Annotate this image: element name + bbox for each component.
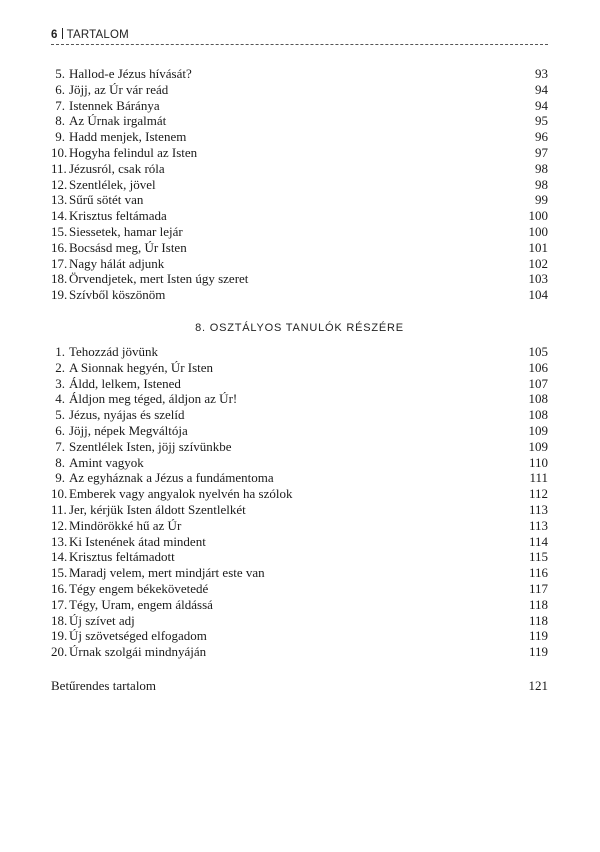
entry-title: Maradj velem, mert mindjárt este van bbox=[69, 565, 265, 581]
entry-number: 16. bbox=[51, 239, 68, 255]
entry-title: Szentlélek, jövel bbox=[69, 176, 156, 192]
toc-entry[interactable] bbox=[51, 518, 548, 534]
entry-page: 119 bbox=[528, 628, 548, 644]
entry-number: 2. bbox=[55, 359, 65, 375]
entry-number: 5. bbox=[55, 407, 65, 423]
entry-page: 101 bbox=[528, 239, 548, 255]
entry-page: 118 bbox=[528, 596, 548, 612]
entry-page: 113 bbox=[528, 517, 548, 533]
entry-number: 19. bbox=[51, 287, 68, 303]
toc-entry[interactable] bbox=[51, 423, 548, 439]
entry-title: Nagy hálát adjunk bbox=[69, 255, 165, 271]
entry-title: Sűrű sötét van bbox=[69, 192, 144, 208]
entry-number: 10. bbox=[51, 144, 68, 160]
entry-number: 17. bbox=[51, 255, 68, 271]
entry-page: 93 bbox=[535, 66, 548, 81]
entry-title: Tégy, Uram, engem áldássá bbox=[69, 596, 213, 612]
toc-entry[interactable] bbox=[51, 208, 548, 224]
toc-entry[interactable] bbox=[51, 486, 548, 502]
entry-title: Betűrendes tartalom bbox=[51, 678, 157, 693]
entry-number: 7. bbox=[55, 438, 65, 454]
entry-page: 110 bbox=[528, 454, 548, 470]
entry-page: 121 bbox=[528, 678, 548, 693]
entry-title: Krisztus feltámadott bbox=[69, 549, 175, 565]
toc-entry[interactable] bbox=[51, 360, 548, 376]
entry-page: 119 bbox=[528, 644, 548, 660]
entry-number: 1. bbox=[55, 344, 65, 359]
entry-page: 114 bbox=[528, 533, 548, 549]
toc-entry[interactable] bbox=[51, 177, 548, 193]
entry-title: Krisztus feltámada bbox=[69, 208, 167, 224]
entry-number: 8. bbox=[55, 113, 65, 129]
toc-list-1 bbox=[51, 66, 548, 303]
entry-title: Mindörökké hű az Úr bbox=[69, 517, 182, 533]
entry-title: Örvendjetek, mert Isten úgy szeret bbox=[69, 271, 249, 287]
toc-entry[interactable] bbox=[51, 439, 548, 455]
entry-page: 108 bbox=[528, 391, 548, 407]
entry-number: 10. bbox=[51, 486, 68, 502]
toc-entry[interactable] bbox=[51, 376, 548, 392]
entry-page: 98 bbox=[535, 176, 548, 192]
header-rule bbox=[51, 44, 548, 45]
entry-page: 95 bbox=[535, 113, 548, 129]
entry-page: 116 bbox=[528, 565, 548, 581]
toc-entry[interactable] bbox=[51, 66, 548, 82]
entry-title: Tehozzád jövünk bbox=[69, 344, 158, 359]
entry-page: 96 bbox=[535, 129, 548, 145]
entry-number: 11. bbox=[51, 501, 67, 517]
toc-entry[interactable] bbox=[51, 455, 548, 471]
entry-number: 18. bbox=[51, 612, 68, 628]
entry-page: 115 bbox=[528, 549, 548, 565]
entry-title: A Sionnak hegyén, Úr Isten bbox=[69, 359, 214, 375]
running-header bbox=[51, 28, 548, 44]
entry-number: 19. bbox=[51, 628, 68, 644]
entry-title: Új szövetséged elfogadom bbox=[69, 628, 207, 644]
header-separator bbox=[62, 28, 63, 39]
entry-title: Az Úrnak irgalmát bbox=[69, 113, 167, 129]
toc-entry[interactable] bbox=[51, 82, 548, 98]
entry-page: 99 bbox=[535, 192, 548, 208]
entry-title: Szentlélek Isten, jöjj szívünkbe bbox=[69, 438, 232, 454]
entry-page: 112 bbox=[528, 486, 548, 502]
entry-title: Az egyháznak a Jézus a fundámentoma bbox=[69, 470, 274, 486]
entry-number: 20. bbox=[51, 644, 68, 660]
entry-number: 9. bbox=[55, 470, 65, 486]
toc-entry[interactable] bbox=[51, 344, 548, 360]
entry-page: 117 bbox=[528, 580, 548, 596]
entry-page: 97 bbox=[535, 144, 548, 160]
entry-number: 15. bbox=[51, 223, 68, 239]
entry-title: Istennek Báránya bbox=[69, 97, 160, 113]
toc-entry[interactable] bbox=[51, 391, 548, 407]
toc-entry[interactable] bbox=[51, 581, 548, 597]
entry-number: 12. bbox=[51, 176, 68, 192]
entry-page: 102 bbox=[528, 255, 548, 271]
entry-page: 98 bbox=[535, 160, 548, 176]
toc-entry[interactable] bbox=[51, 613, 548, 629]
header-title: TARTALOM bbox=[66, 29, 129, 41]
entry-number: 9. bbox=[55, 129, 65, 145]
entry-number: 12. bbox=[51, 517, 68, 533]
toc-entry[interactable] bbox=[51, 534, 548, 550]
entry-number: 14. bbox=[51, 549, 68, 565]
entry-number: 18. bbox=[51, 271, 68, 287]
entry-number: 6. bbox=[55, 422, 65, 438]
entry-number: 14. bbox=[51, 208, 68, 224]
entry-number: 13. bbox=[51, 533, 68, 549]
toc-entry[interactable] bbox=[51, 113, 548, 129]
toc-entry[interactable] bbox=[51, 161, 548, 177]
toc-entry[interactable] bbox=[51, 271, 548, 287]
entry-title: Hadd menjek, Istenem bbox=[69, 129, 187, 145]
entry-page: 107 bbox=[528, 375, 548, 391]
entry-number: 3. bbox=[55, 375, 65, 391]
entry-number: 11. bbox=[51, 160, 67, 176]
entry-title: Jer, kérjük Isten áldott Szentlelkét bbox=[69, 501, 246, 517]
toc-entry-index[interactable] bbox=[51, 678, 548, 694]
entry-number: 8. bbox=[55, 454, 65, 470]
page-number: 6 bbox=[51, 29, 58, 41]
toc-entry[interactable] bbox=[51, 192, 548, 208]
entry-number: 15. bbox=[51, 565, 68, 581]
entry-title: Jöjj, népek Megváltója bbox=[69, 422, 188, 438]
entry-page: 104 bbox=[528, 287, 548, 303]
toc-entry[interactable] bbox=[51, 98, 548, 114]
entry-page: 94 bbox=[535, 97, 548, 113]
entry-title: Jézusról, csak róla bbox=[69, 160, 165, 176]
entry-number: 4. bbox=[55, 391, 65, 407]
entry-title: Áldjon meg téged, áldjon az Úr! bbox=[69, 391, 238, 407]
toc-entry[interactable] bbox=[51, 628, 548, 644]
entry-title: Siessetek, hamar lejár bbox=[69, 223, 183, 239]
toc-entry[interactable] bbox=[51, 240, 548, 256]
entry-number: 17. bbox=[51, 596, 68, 612]
entry-number: 13. bbox=[51, 192, 68, 208]
toc-list-2 bbox=[51, 344, 548, 660]
entry-page: 106 bbox=[528, 359, 548, 375]
entry-title: Jöjj, az Úr vár reád bbox=[69, 81, 169, 97]
entry-title: Hogyha felindul az Isten bbox=[69, 144, 198, 160]
section-title: 8. OSZTÁLYOS TANULÓK RÉSZÉRE bbox=[195, 322, 404, 334]
entry-title: Tégy engem békekövetedé bbox=[69, 580, 209, 596]
entry-title: Úrnak szolgái mindnyáján bbox=[69, 644, 207, 660]
entry-title: Szívből köszönöm bbox=[69, 287, 166, 303]
entry-page: 118 bbox=[528, 612, 548, 628]
entry-page: 105 bbox=[528, 344, 548, 359]
entry-page: 100 bbox=[528, 208, 548, 224]
entry-number: 16. bbox=[51, 580, 68, 596]
toc-entry[interactable] bbox=[51, 470, 548, 486]
entry-title: Bocsásd meg, Úr Isten bbox=[69, 239, 187, 255]
toc-entry[interactable] bbox=[51, 502, 548, 518]
entry-page: 111 bbox=[529, 470, 548, 486]
toc-entry[interactable] bbox=[51, 597, 548, 613]
entry-number: 7. bbox=[55, 97, 65, 113]
entry-page: 108 bbox=[528, 407, 548, 423]
entry-title: Emberek vagy angyalok nyelvén ha szólok bbox=[69, 486, 293, 502]
entry-page: 113 bbox=[528, 501, 548, 517]
toc-entry[interactable] bbox=[51, 565, 548, 581]
entry-page: 100 bbox=[528, 223, 548, 239]
entry-title: Új szívet adj bbox=[69, 612, 135, 628]
entry-page: 103 bbox=[528, 271, 548, 287]
toc-entry[interactable] bbox=[51, 145, 548, 161]
entry-title: Amint vagyok bbox=[69, 454, 144, 470]
entry-page: 94 bbox=[535, 81, 548, 97]
toc-entry[interactable] bbox=[51, 407, 548, 423]
toc-entry[interactable] bbox=[51, 287, 548, 303]
entry-title: Jézus, nyájas és szelíd bbox=[69, 407, 185, 423]
entry-page: 109 bbox=[528, 438, 548, 454]
toc-entry[interactable] bbox=[51, 256, 548, 272]
entry-title: Ki Istenének átad mindent bbox=[69, 533, 206, 549]
entry-title: Hallod-e Jézus hívását? bbox=[69, 66, 192, 81]
toc-entry[interactable] bbox=[51, 129, 548, 145]
entry-page: 109 bbox=[528, 422, 548, 438]
toc-entry[interactable] bbox=[51, 549, 548, 565]
entry-number: 6. bbox=[55, 81, 65, 97]
entry-title: Áldd, lelkem, Istened bbox=[69, 375, 181, 391]
entry-number: 5. bbox=[55, 66, 65, 81]
toc-entry[interactable] bbox=[51, 644, 548, 660]
toc-entry[interactable] bbox=[51, 224, 548, 240]
